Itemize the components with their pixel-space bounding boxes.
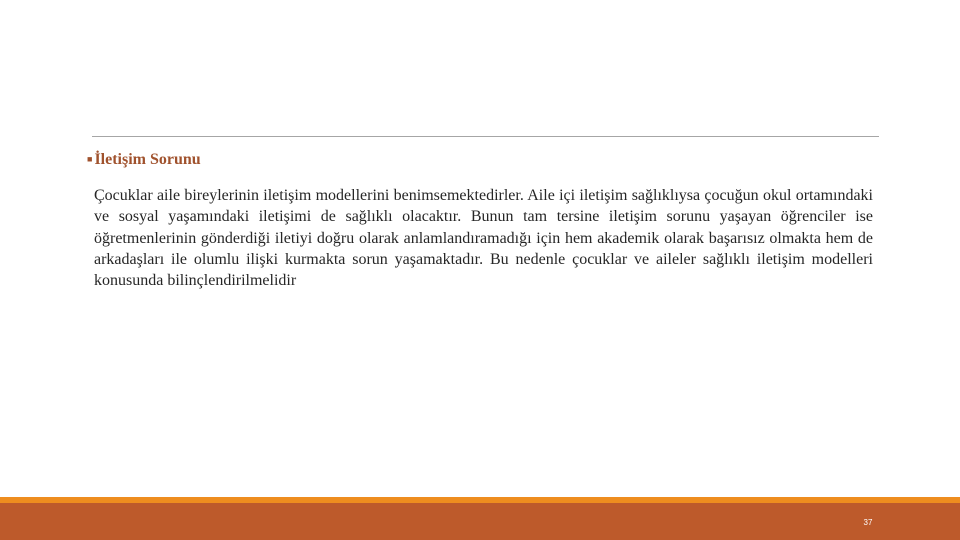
divider-line (92, 136, 879, 137)
section-heading (87, 150, 201, 169)
heading-text: İletişim Sorunu (94, 151, 201, 168)
square-bullet-icon: ■ (87, 154, 93, 164)
page-number: 37 (863, 518, 873, 527)
body-paragraph: Çocuklar aile bireylerinin iletişim modellerini benimsemektedirler. Aile içi iletişim sağlıklıysa çocuğun okul ortamındaki ve sosyal yaşamındaki iletişimi de sağlıklı olacaktır. Bunun tam tersine iletişim sorunu yaşayan öğrenciler ise öğretmenlerinin gönderdiği iletiyi doğru olarak anlamlandıramadığı için hem akademik olarak başarısız olmakta hem de arkadaşları ile olumlu ilişki kurmakta sorun yaşamaktadır. Bu nedenle çocuklar ve aileler sağlıklı iletişim modelleri konusunda bilinçlendirilmelidir (94, 187, 873, 290)
footer-band (0, 503, 960, 540)
